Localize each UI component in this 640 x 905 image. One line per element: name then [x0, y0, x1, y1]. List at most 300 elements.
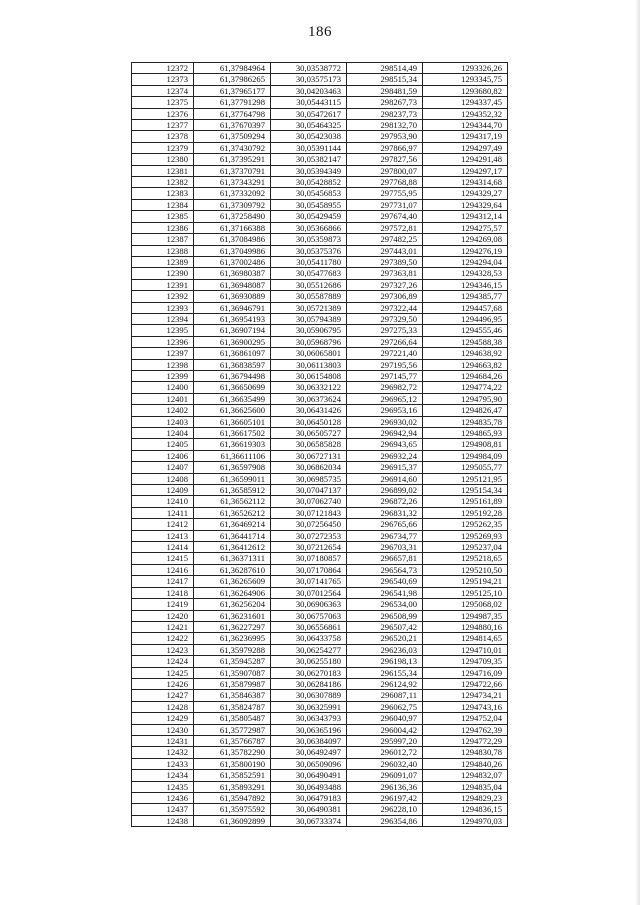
- point-number-cell: 12403: [132, 416, 194, 427]
- table-row: [132, 382, 508, 393]
- x-coordinate-cell: 297443,01: [347, 245, 423, 256]
- y-coordinate-cell: 1295269,93: [423, 530, 508, 541]
- x-coordinate-cell: 297482,25: [347, 234, 423, 245]
- point-number-cell: 12408: [132, 473, 194, 484]
- point-number-cell: 12381: [132, 165, 194, 176]
- x-coordinate-cell: 296765,66: [347, 519, 423, 530]
- x-coordinate-cell: 296040,97: [347, 713, 423, 724]
- x-coordinate-cell: 296236,03: [347, 644, 423, 655]
- longitude-cell: 30,05428852: [271, 177, 347, 188]
- longitude-cell: 30,06450128: [271, 416, 347, 427]
- point-number-cell: 12407: [132, 462, 194, 473]
- y-coordinate-cell: 1294710,01: [423, 644, 508, 655]
- x-coordinate-cell: 296831,32: [347, 507, 423, 518]
- latitude-cell: 61,37166388: [194, 222, 271, 233]
- point-number-cell: 12404: [132, 428, 194, 439]
- point-number-cell: 12398: [132, 359, 194, 370]
- latitude-cell: 61,36948087: [194, 279, 271, 290]
- x-coordinate-cell: 297866,97: [347, 142, 423, 153]
- y-coordinate-cell: 1294880,16: [423, 621, 508, 632]
- table-row: [132, 268, 508, 279]
- table-row: [132, 348, 508, 359]
- latitude-cell: 61,37370791: [194, 165, 271, 176]
- y-coordinate-cell: 1295194,21: [423, 576, 508, 587]
- table-row: [132, 564, 508, 575]
- table-row: [132, 781, 508, 792]
- longitude-cell: 30,06431426: [271, 405, 347, 416]
- point-number-cell: 12413: [132, 530, 194, 541]
- y-coordinate-cell: 1294663,82: [423, 359, 508, 370]
- point-number-cell: 12389: [132, 256, 194, 267]
- y-coordinate-cell: 1294722,66: [423, 678, 508, 689]
- x-coordinate-cell: 297674,40: [347, 211, 423, 222]
- longitude-cell: 30,06733374: [271, 815, 347, 826]
- latitude-cell: 61,37332092: [194, 188, 271, 199]
- x-coordinate-cell: 297145,77: [347, 370, 423, 381]
- latitude-cell: 61,36256204: [194, 599, 271, 610]
- table-row: [132, 724, 508, 735]
- y-coordinate-cell: 1294835,04: [423, 781, 508, 792]
- y-coordinate-cell: 1294814,65: [423, 633, 508, 644]
- longitude-cell: 30,06113803: [271, 359, 347, 370]
- latitude-cell: 61,35846387: [194, 690, 271, 701]
- x-coordinate-cell: 296930,02: [347, 416, 423, 427]
- longitude-cell: 30,06332122: [271, 382, 347, 393]
- point-number-cell: 12425: [132, 667, 194, 678]
- y-coordinate-cell: 1293680,82: [423, 85, 508, 96]
- longitude-cell: 30,06433758: [271, 633, 347, 644]
- point-number-cell: 12397: [132, 348, 194, 359]
- table-row: [132, 507, 508, 518]
- longitude-cell: 30,03575173: [271, 74, 347, 85]
- y-coordinate-cell: 1294684,26: [423, 370, 508, 381]
- latitude-cell: 61,36371311: [194, 553, 271, 564]
- longitude-cell: 30,05464325: [271, 120, 347, 131]
- x-coordinate-cell: 297221,40: [347, 348, 423, 359]
- y-coordinate-cell: 1294832,07: [423, 770, 508, 781]
- x-coordinate-cell: 297329,50: [347, 313, 423, 324]
- point-number-cell: 12384: [132, 199, 194, 210]
- longitude-cell: 30,06490381: [271, 804, 347, 815]
- y-coordinate-cell: 1294352,32: [423, 108, 508, 119]
- y-coordinate-cell: 1294329,64: [423, 199, 508, 210]
- point-number-cell: 12414: [132, 542, 194, 553]
- x-coordinate-cell: 295997,20: [347, 735, 423, 746]
- longitude-cell: 30,06985735: [271, 473, 347, 484]
- point-number-cell: 12377: [132, 120, 194, 131]
- latitude-cell: 61,37670397: [194, 120, 271, 131]
- longitude-cell: 30,06365196: [271, 724, 347, 735]
- latitude-cell: 61,37430792: [194, 142, 271, 153]
- longitude-cell: 30,06757063: [271, 610, 347, 621]
- y-coordinate-cell: 1294346,15: [423, 279, 508, 290]
- longitude-cell: 30,06493488: [271, 781, 347, 792]
- y-coordinate-cell: 1295154,34: [423, 485, 508, 496]
- x-coordinate-cell: 298515,34: [347, 74, 423, 85]
- table-row: [132, 770, 508, 781]
- y-coordinate-cell: 1294716,09: [423, 667, 508, 678]
- table-row: [132, 165, 508, 176]
- table-row: [132, 793, 508, 804]
- longitude-cell: 30,06254277: [271, 644, 347, 655]
- table-row: [132, 325, 508, 336]
- y-coordinate-cell: 1294344,70: [423, 120, 508, 131]
- table-row: [132, 416, 508, 427]
- longitude-cell: 30,07272353: [271, 530, 347, 541]
- table-row: [132, 542, 508, 553]
- y-coordinate-cell: 1294314,68: [423, 177, 508, 188]
- table-row: [132, 690, 508, 701]
- y-coordinate-cell: 1294908,81: [423, 439, 508, 450]
- x-coordinate-cell: 296657,81: [347, 553, 423, 564]
- y-coordinate-cell: 1294294,04: [423, 256, 508, 267]
- table-row: [132, 656, 508, 667]
- point-number-cell: 12415: [132, 553, 194, 564]
- x-coordinate-cell: 296965,12: [347, 393, 423, 404]
- latitude-cell: 61,36650699: [194, 382, 271, 393]
- x-coordinate-cell: 296540,69: [347, 576, 423, 587]
- x-coordinate-cell: 296872,26: [347, 496, 423, 507]
- table-row: [132, 815, 508, 826]
- longitude-cell: 30,06255180: [271, 656, 347, 667]
- x-coordinate-cell: 296091,07: [347, 770, 423, 781]
- point-number-cell: 12432: [132, 747, 194, 758]
- y-coordinate-cell: 1294329,27: [423, 188, 508, 199]
- latitude-cell: 61,36526212: [194, 507, 271, 518]
- point-number-cell: 12429: [132, 713, 194, 724]
- x-coordinate-cell: 296953,16: [347, 405, 423, 416]
- x-coordinate-cell: 296534,00: [347, 599, 423, 610]
- latitude-cell: 61,36287610: [194, 564, 271, 575]
- x-coordinate-cell: 297768,88: [347, 177, 423, 188]
- x-coordinate-cell: 296198,13: [347, 656, 423, 667]
- latitude-cell: 61,35879987: [194, 678, 271, 689]
- point-number-cell: 12422: [132, 633, 194, 644]
- longitude-cell: 30,07170864: [271, 564, 347, 575]
- x-coordinate-cell: 296062,75: [347, 701, 423, 712]
- longitude-cell: 30,05382147: [271, 154, 347, 165]
- latitude-cell: 61,37343291: [194, 177, 271, 188]
- latitude-cell: 61,37791298: [194, 97, 271, 108]
- longitude-cell: 30,07256450: [271, 519, 347, 530]
- longitude-cell: 30,05721389: [271, 302, 347, 313]
- y-coordinate-cell: 1294276,19: [423, 245, 508, 256]
- y-coordinate-cell: 1294291,48: [423, 154, 508, 165]
- y-coordinate-cell: 1294743,16: [423, 701, 508, 712]
- y-coordinate-cell: 1294840,26: [423, 758, 508, 769]
- table-row: [132, 370, 508, 381]
- point-number-cell: 12378: [132, 131, 194, 142]
- longitude-cell: 30,07012564: [271, 587, 347, 598]
- table-row: [132, 336, 508, 347]
- point-number-cell: 12426: [132, 678, 194, 689]
- longitude-cell: 30,06727131: [271, 450, 347, 461]
- longitude-cell: 30,07180857: [271, 553, 347, 564]
- table-row: [132, 142, 508, 153]
- y-coordinate-cell: 1294709,35: [423, 656, 508, 667]
- latitude-cell: 61,37984964: [194, 63, 271, 74]
- table-row: [132, 530, 508, 541]
- x-coordinate-cell: 297827,56: [347, 154, 423, 165]
- x-coordinate-cell: 296004,42: [347, 724, 423, 735]
- latitude-cell: 61,36264906: [194, 587, 271, 598]
- latitude-cell: 61,36635499: [194, 393, 271, 404]
- latitude-cell: 61,36599011: [194, 473, 271, 484]
- longitude-cell: 30,06325991: [271, 701, 347, 712]
- x-coordinate-cell: 297731,07: [347, 199, 423, 210]
- coordinates-table-container: [131, 62, 507, 827]
- x-coordinate-cell: 297755,95: [347, 188, 423, 199]
- latitude-cell: 61,35772987: [194, 724, 271, 735]
- table-row: [132, 108, 508, 119]
- x-coordinate-cell: 296932,24: [347, 450, 423, 461]
- longitude-cell: 30,06479183: [271, 793, 347, 804]
- x-coordinate-cell: 298514,49: [347, 63, 423, 74]
- table-row: [132, 576, 508, 587]
- latitude-cell: 61,35852591: [194, 770, 271, 781]
- point-number-cell: 12423: [132, 644, 194, 655]
- latitude-cell: 61,36980387: [194, 268, 271, 279]
- y-coordinate-cell: 1294555,46: [423, 325, 508, 336]
- longitude-cell: 30,05456853: [271, 188, 347, 199]
- latitude-cell: 61,36954193: [194, 313, 271, 324]
- longitude-cell: 30,05472617: [271, 108, 347, 119]
- latitude-cell: 61,35766787: [194, 735, 271, 746]
- latitude-cell: 61,36597908: [194, 462, 271, 473]
- y-coordinate-cell: 1295192,28: [423, 507, 508, 518]
- table-row: [132, 199, 508, 210]
- point-number-cell: 12399: [132, 370, 194, 381]
- point-number-cell: 12417: [132, 576, 194, 587]
- y-coordinate-cell: 1294496,95: [423, 313, 508, 324]
- latitude-cell: 61,35907087: [194, 667, 271, 678]
- point-number-cell: 12385: [132, 211, 194, 222]
- table-row: [132, 234, 508, 245]
- x-coordinate-cell: 298481,59: [347, 85, 423, 96]
- longitude-cell: 30,05359873: [271, 234, 347, 245]
- latitude-cell: 61,36469214: [194, 519, 271, 530]
- y-coordinate-cell: 1294762,39: [423, 724, 508, 735]
- table-row: [132, 177, 508, 188]
- y-coordinate-cell: 1294588,38: [423, 336, 508, 347]
- latitude-cell: 61,35805487: [194, 713, 271, 724]
- y-coordinate-cell: 1294457,68: [423, 302, 508, 313]
- longitude-cell: 30,05587889: [271, 291, 347, 302]
- x-coordinate-cell: 296942,94: [347, 428, 423, 439]
- longitude-cell: 30,05458955: [271, 199, 347, 210]
- x-coordinate-cell: 298132,70: [347, 120, 423, 131]
- x-coordinate-cell: 297322,44: [347, 302, 423, 313]
- latitude-cell: 61,36946791: [194, 302, 271, 313]
- longitude-cell: 30,05968796: [271, 336, 347, 347]
- point-number-cell: 12386: [132, 222, 194, 233]
- point-number-cell: 12406: [132, 450, 194, 461]
- table-row: [132, 393, 508, 404]
- longitude-cell: 30,05411780: [271, 256, 347, 267]
- latitude-cell: 61,37049986: [194, 245, 271, 256]
- latitude-cell: 61,35782290: [194, 747, 271, 758]
- longitude-cell: 30,06556861: [271, 621, 347, 632]
- table-row: [132, 439, 508, 450]
- latitude-cell: 61,37309792: [194, 199, 271, 210]
- table-row: [132, 735, 508, 746]
- point-number-cell: 12376: [132, 108, 194, 119]
- latitude-cell: 61,35893291: [194, 781, 271, 792]
- latitude-cell: 61,36900295: [194, 336, 271, 347]
- x-coordinate-cell: 296124,92: [347, 678, 423, 689]
- latitude-cell: 61,37258490: [194, 211, 271, 222]
- table-row: [132, 245, 508, 256]
- latitude-cell: 61,37986265: [194, 74, 271, 85]
- latitude-cell: 61,36585912: [194, 485, 271, 496]
- point-number-cell: 12431: [132, 735, 194, 746]
- y-coordinate-cell: 1294297,17: [423, 165, 508, 176]
- table-row: [132, 256, 508, 267]
- y-coordinate-cell: 1295055,77: [423, 462, 508, 473]
- x-coordinate-cell: 296032,40: [347, 758, 423, 769]
- longitude-cell: 30,06065801: [271, 348, 347, 359]
- latitude-cell: 61,36231601: [194, 610, 271, 621]
- latitude-cell: 61,35945287: [194, 656, 271, 667]
- table-row: [132, 758, 508, 769]
- y-coordinate-cell: 1294835,78: [423, 416, 508, 427]
- x-coordinate-cell: 296197,42: [347, 793, 423, 804]
- y-coordinate-cell: 1294772,29: [423, 735, 508, 746]
- table-row: [132, 644, 508, 655]
- latitude-cell: 61,37002486: [194, 256, 271, 267]
- point-number-cell: 12394: [132, 313, 194, 324]
- x-coordinate-cell: 296228,10: [347, 804, 423, 815]
- x-coordinate-cell: 296703,31: [347, 542, 423, 553]
- y-coordinate-cell: 1294385,77: [423, 291, 508, 302]
- longitude-cell: 30,07047137: [271, 485, 347, 496]
- y-coordinate-cell: 1294984,09: [423, 450, 508, 461]
- y-coordinate-cell: 1295121,95: [423, 473, 508, 484]
- y-coordinate-cell: 1295218,65: [423, 553, 508, 564]
- longitude-cell: 30,06906363: [271, 599, 347, 610]
- table-row: [132, 279, 508, 290]
- point-number-cell: 12387: [132, 234, 194, 245]
- latitude-cell: 61,35947892: [194, 793, 271, 804]
- x-coordinate-cell: 296087,11: [347, 690, 423, 701]
- point-number-cell: 12400: [132, 382, 194, 393]
- x-coordinate-cell: 296914,60: [347, 473, 423, 484]
- point-number-cell: 12379: [132, 142, 194, 153]
- latitude-cell: 61,36605101: [194, 416, 271, 427]
- x-coordinate-cell: 297953,90: [347, 131, 423, 142]
- x-coordinate-cell: 297389,50: [347, 256, 423, 267]
- table-row: [132, 154, 508, 165]
- latitude-cell: 61,36611106: [194, 450, 271, 461]
- y-coordinate-cell: 1294970,03: [423, 815, 508, 826]
- y-coordinate-cell: 1294275,57: [423, 222, 508, 233]
- y-coordinate-cell: 1293326,26: [423, 63, 508, 74]
- point-number-cell: 12392: [132, 291, 194, 302]
- x-coordinate-cell: 296564,73: [347, 564, 423, 575]
- x-coordinate-cell: 297195,56: [347, 359, 423, 370]
- point-number-cell: 12421: [132, 621, 194, 632]
- longitude-cell: 30,05429459: [271, 211, 347, 222]
- longitude-cell: 30,05391144: [271, 142, 347, 153]
- longitude-cell: 30,06270183: [271, 667, 347, 678]
- point-number-cell: 12390: [132, 268, 194, 279]
- table-row: [132, 85, 508, 96]
- table-row: [132, 804, 508, 815]
- x-coordinate-cell: 297363,81: [347, 268, 423, 279]
- point-number-cell: 12393: [132, 302, 194, 313]
- table-row: [132, 633, 508, 644]
- point-number-cell: 12427: [132, 690, 194, 701]
- latitude-cell: 61,37764798: [194, 108, 271, 119]
- y-coordinate-cell: 1294795,90: [423, 393, 508, 404]
- table-row: [132, 188, 508, 199]
- longitude-cell: 30,06490491: [271, 770, 347, 781]
- table-row: [132, 621, 508, 632]
- table-row: [132, 610, 508, 621]
- y-coordinate-cell: 1294638,92: [423, 348, 508, 359]
- latitude-cell: 61,37965177: [194, 85, 271, 96]
- coordinates-table: [131, 62, 508, 827]
- latitude-cell: 61,36930889: [194, 291, 271, 302]
- x-coordinate-cell: 297327,26: [347, 279, 423, 290]
- longitude-cell: 30,05477683: [271, 268, 347, 279]
- table-row: [132, 450, 508, 461]
- x-coordinate-cell: 296155,34: [347, 667, 423, 678]
- y-coordinate-cell: 1294865,93: [423, 428, 508, 439]
- table-row: [132, 701, 508, 712]
- x-coordinate-cell: 296943,65: [347, 439, 423, 450]
- point-number-cell: 12428: [132, 701, 194, 712]
- y-coordinate-cell: 1294269,08: [423, 234, 508, 245]
- x-coordinate-cell: 296982,72: [347, 382, 423, 393]
- y-coordinate-cell: 1295125,10: [423, 587, 508, 598]
- latitude-cell: 61,36412612: [194, 542, 271, 553]
- y-coordinate-cell: 1293345,75: [423, 74, 508, 85]
- point-number-cell: 12412: [132, 519, 194, 530]
- x-coordinate-cell: 296734,77: [347, 530, 423, 541]
- table-row: [132, 473, 508, 484]
- longitude-cell: 30,07121843: [271, 507, 347, 518]
- point-number-cell: 12416: [132, 564, 194, 575]
- point-number-cell: 12372: [132, 63, 194, 74]
- longitude-cell: 30,05906795: [271, 325, 347, 336]
- point-number-cell: 12396: [132, 336, 194, 347]
- longitude-cell: 30,05394349: [271, 165, 347, 176]
- latitude-cell: 61,35975592: [194, 804, 271, 815]
- latitude-cell: 61,36617502: [194, 428, 271, 439]
- x-coordinate-cell: 296136,36: [347, 781, 423, 792]
- table-row: [132, 131, 508, 142]
- point-number-cell: 12391: [132, 279, 194, 290]
- point-number-cell: 12418: [132, 587, 194, 598]
- x-coordinate-cell: 296508,99: [347, 610, 423, 621]
- table-row: [132, 222, 508, 233]
- longitude-cell: 30,06509096: [271, 758, 347, 769]
- latitude-cell: 61,37395291: [194, 154, 271, 165]
- y-coordinate-cell: 1294830,78: [423, 747, 508, 758]
- point-number-cell: 12433: [132, 758, 194, 769]
- longitude-cell: 30,07212654: [271, 542, 347, 553]
- table-row: [132, 587, 508, 598]
- scan-edge-shadow: [635, 0, 640, 905]
- x-coordinate-cell: 298267,73: [347, 97, 423, 108]
- x-coordinate-cell: 297800,07: [347, 165, 423, 176]
- point-number-cell: 12419: [132, 599, 194, 610]
- table-row: [132, 519, 508, 530]
- y-coordinate-cell: 1294836,15: [423, 804, 508, 815]
- coordinates-table-body: [132, 63, 508, 827]
- point-number-cell: 12435: [132, 781, 194, 792]
